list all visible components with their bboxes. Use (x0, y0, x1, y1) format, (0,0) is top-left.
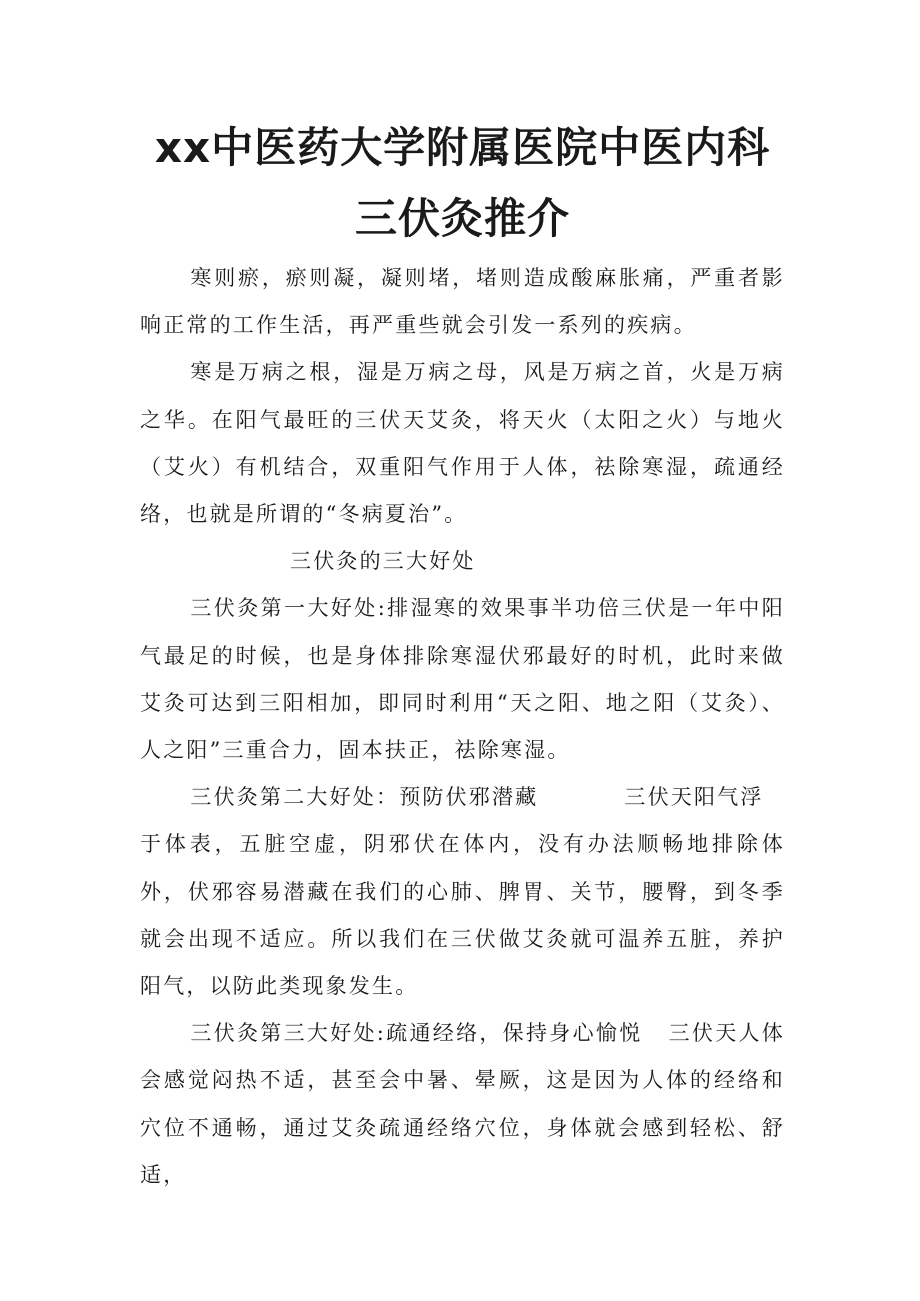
section-heading: 三伏灸的三大好处 (290, 549, 476, 574)
benefit-2-heading: 三伏灸第二大好处：预防伏邪潜藏 (190, 785, 539, 810)
document-title-line-2: 三伏灸推介 (354, 194, 570, 243)
document-title-line-1: xx中医药大学附属医院中医内科 (154, 123, 771, 172)
benefit-3-text: 三伏天人体会感觉闷热不适，甚至会中暑、晕厥，这是因为人体的经络和穴位不通畅，通过艾灸疏通经络穴位，身体就会感到轻松、舒适， (140, 1021, 786, 1187)
paragraph-benefit-2-body: 于体表，五脏空虚，阴邪伏在体内，没有办法顺畅地排除体外，伏邪容易潜藏在我们的心肺、脾胃、关节，腰臀，到冬季就会出现不适应。所以我们在三伏做艾灸就可温养五脏，养护阳气，以防此类现象发生。 (140, 832, 785, 999)
paragraph-cold-stasis: 寒则瘀，瘀则凝，凝则堵，堵则造成酸麻胀痛，严重者影响正常的工作生活，再严重些就会引发一系列的疾病。 (140, 266, 785, 338)
benefit-3-heading: 三伏灸第三大好处:疏通经络，保持身心愉悦 (190, 1021, 643, 1046)
paragraph-benefit-2-head (140, 774, 785, 821)
paragraph-benefit-3 (140, 1010, 785, 1199)
benefit-2-lead: 三伏天阳气浮 (624, 785, 764, 810)
document-page (140, 118, 785, 1199)
paragraph-benefit-1: 三伏灸第一大好处:排湿寒的效果事半功倍三伏是一年中阳气最足的时候，也是身体排除寒湿伏邪最好的时机，此时来做艾灸可达到三阳相加，即同时利用“天之阳、地之阳（艾灸）、人之阳”三重合力，固本扶正，祛除寒湿。 (140, 596, 785, 763)
paragraph-cold-root: 寒是万病之根，湿是万病之母，风是万病之首，火是万病之华。在阳气最旺的三伏天艾灸，将天火（太阳之火）与地火（艾火）有机结合，双重阳气作用于人体，祛除寒湿，疏通经络，也就是所谓的“冬病夏治”。 (140, 360, 785, 527)
